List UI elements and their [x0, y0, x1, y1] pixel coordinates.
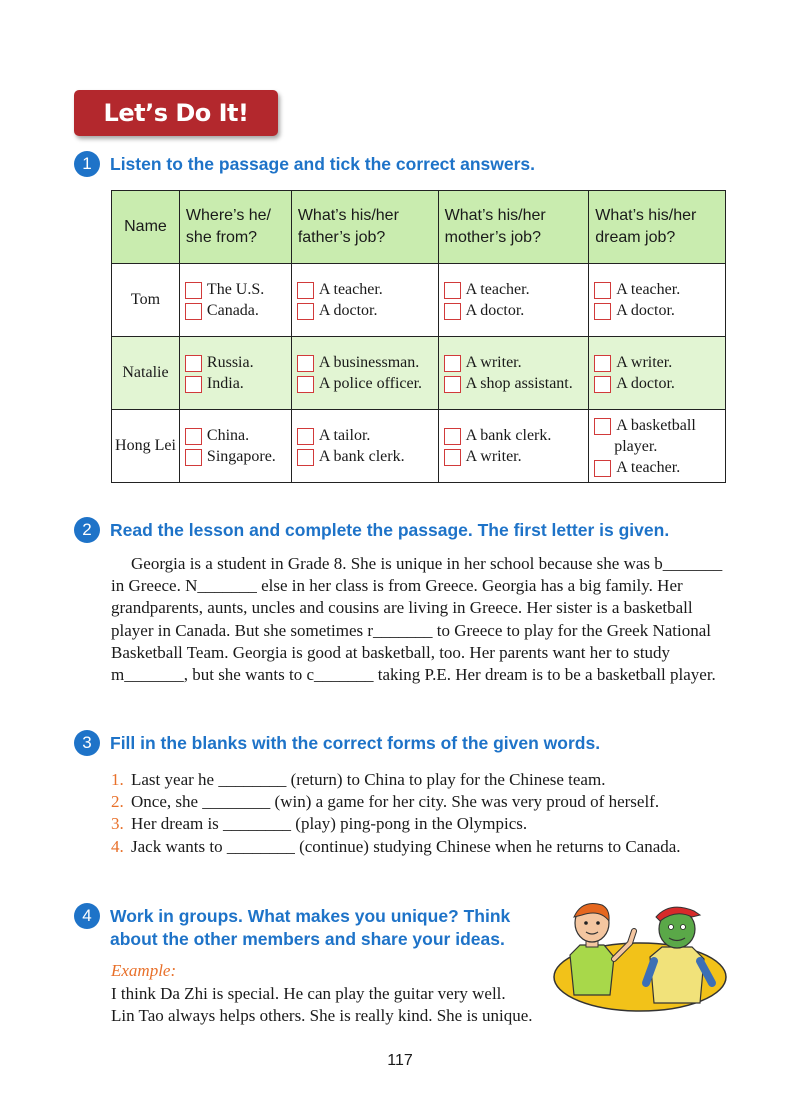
checkbox[interactable] — [594, 418, 611, 435]
header-name: Name — [112, 191, 180, 264]
checkbox[interactable] — [185, 428, 202, 445]
option-label: Russia. — [206, 354, 254, 371]
header-mother-job: What’s his/her mother’s job? — [438, 191, 589, 264]
students-illustration — [552, 895, 727, 1020]
row-name: Tom — [112, 264, 180, 337]
example-line-2: Lin Tao always helps others. She is really kind. She is unique. — [111, 1006, 533, 1025]
checkbox[interactable] — [185, 449, 202, 466]
task-3-number: 3 — [74, 730, 100, 756]
option-label: A police officer. — [318, 375, 423, 392]
item-text: Once, she ________ (win) a game for her city. She was very proud of herself. — [131, 792, 660, 812]
option-label: A tailor. — [318, 427, 371, 444]
header-from: Where’s he/ she from? — [179, 191, 291, 264]
task-2-heading — [74, 519, 669, 543]
item-number: 2. — [111, 792, 124, 812]
option-label: Singapore. — [206, 448, 276, 465]
option-label: A teacher. — [318, 281, 383, 298]
checkbox[interactable] — [297, 449, 314, 466]
task-1-number: 1 — [74, 151, 100, 177]
checkbox[interactable] — [444, 449, 461, 466]
checkbox[interactable] — [594, 376, 611, 393]
table-row — [112, 264, 726, 337]
option-label: Canada. — [206, 302, 259, 319]
example-block — [111, 960, 611, 1028]
task-4-heading — [74, 905, 510, 951]
checkbox[interactable] — [594, 355, 611, 372]
checkbox[interactable] — [444, 428, 461, 445]
option-label: China. — [206, 427, 250, 444]
item-text: Last year he ________ (return) to China to play for the Chinese team. — [131, 770, 606, 789]
option-label: A teacher. — [616, 458, 681, 476]
option-label: A doctor. — [616, 302, 675, 319]
task-4-instruction — [110, 905, 510, 951]
example-line-1: I think Da Zhi is special. He can play the guitar very well. — [111, 983, 506, 1003]
item-text: Her dream is ________ (play) ping-pong in the Olympics. — [131, 814, 528, 834]
option-label: A basketball — [616, 416, 696, 434]
header-father-job: What’s his/her father’s job? — [291, 191, 438, 264]
task-1-heading — [74, 153, 535, 177]
checkbox[interactable] — [444, 355, 461, 372]
option-label: A writer. — [465, 354, 522, 371]
task-4-number: 4 — [74, 903, 100, 929]
option-label: A doctor. — [318, 302, 378, 319]
lets-do-it-banner — [74, 90, 278, 136]
option-label: A doctor. — [465, 302, 525, 319]
checkbox[interactable] — [297, 428, 314, 445]
checkbox[interactable] — [297, 282, 314, 299]
blank-items-list — [111, 769, 741, 858]
checkbox[interactable] — [297, 355, 314, 372]
option-label: A businessman. — [318, 354, 420, 371]
answer-table — [111, 190, 726, 483]
task-3-instruction: Fill in the blanks with the correct forms of the given words. — [110, 733, 601, 753]
checkbox[interactable] — [594, 303, 611, 320]
checkbox[interactable] — [297, 376, 314, 393]
option-label: A writer. — [616, 354, 673, 371]
passage-text: Georgia is a student in Grade 8. She is unique in her school because she was b_______ in Greece. N_______ else in her class is from Greece. Georgia has a big family. Her grandparents, aunts, uncles and cousins are living in Greece. Her sister is a basketball player in Canada. But she sometimes r_______ to Greece to play for the Greek National Basketball Team. Georgia is good at basketball, too. Her parents want her to study m_______, but she wants to c_______ taking P.E. Her dream is to be a basketball player. — [111, 554, 723, 685]
item-number: 4. — [111, 836, 124, 856]
checkbox[interactable] — [444, 303, 461, 320]
checkbox[interactable] — [594, 282, 611, 299]
list-item — [111, 769, 741, 791]
row-name: Natalie — [112, 337, 180, 410]
item-number: 3. — [111, 814, 124, 834]
checkbox[interactable] — [185, 376, 202, 393]
option-label: A doctor. — [616, 375, 675, 392]
table-header-row — [112, 191, 726, 264]
option-label: A teacher. — [616, 281, 681, 298]
item-text: Jack wants to ________ (continue) studying Chinese when he returns to Canada. — [131, 836, 681, 856]
banner-title: Let’s Do It! — [103, 99, 249, 127]
task-2-instruction: Read the lesson and complete the passage. The first letter is given. — [110, 520, 670, 540]
checkbox[interactable] — [594, 460, 611, 477]
option-label: The U.S. — [206, 281, 265, 298]
option-label: India. — [206, 375, 244, 392]
checkbox[interactable] — [185, 355, 202, 372]
header-dream-job: What’s his/her dream job? — [589, 191, 726, 264]
task-2-number: 2 — [74, 517, 100, 543]
table-row — [112, 410, 726, 483]
task-4-instruction-line-1: Work in groups. What makes you unique? Think — [110, 906, 511, 926]
task-1-instruction: Listen to the passage and tick the correct answers. — [110, 154, 535, 174]
list-item — [111, 791, 741, 813]
checkbox[interactable] — [185, 282, 202, 299]
checkbox[interactable] — [297, 303, 314, 320]
option-label: A bank clerk. — [318, 448, 405, 465]
passage — [111, 553, 731, 686]
list-item — [111, 813, 741, 835]
example-label: Example: — [111, 961, 177, 980]
item-number: 1. — [111, 770, 124, 789]
list-item — [111, 836, 741, 858]
table-row — [112, 337, 726, 410]
option-label: A writer. — [465, 448, 522, 465]
checkbox[interactable] — [444, 282, 461, 299]
row-name: Hong Lei — [112, 410, 180, 483]
option-label: A teacher. — [465, 281, 530, 298]
task-3-heading — [74, 732, 600, 756]
task-4-instruction-line-2: about the other members and share your ideas. — [110, 929, 505, 949]
page-number: 117 — [387, 1052, 413, 1069]
option-label: A shop assistant. — [465, 375, 573, 392]
checkbox[interactable] — [185, 303, 202, 320]
checkbox[interactable] — [444, 376, 461, 393]
option-label-continued: player. — [614, 437, 658, 455]
option-label: A bank clerk. — [465, 427, 552, 444]
